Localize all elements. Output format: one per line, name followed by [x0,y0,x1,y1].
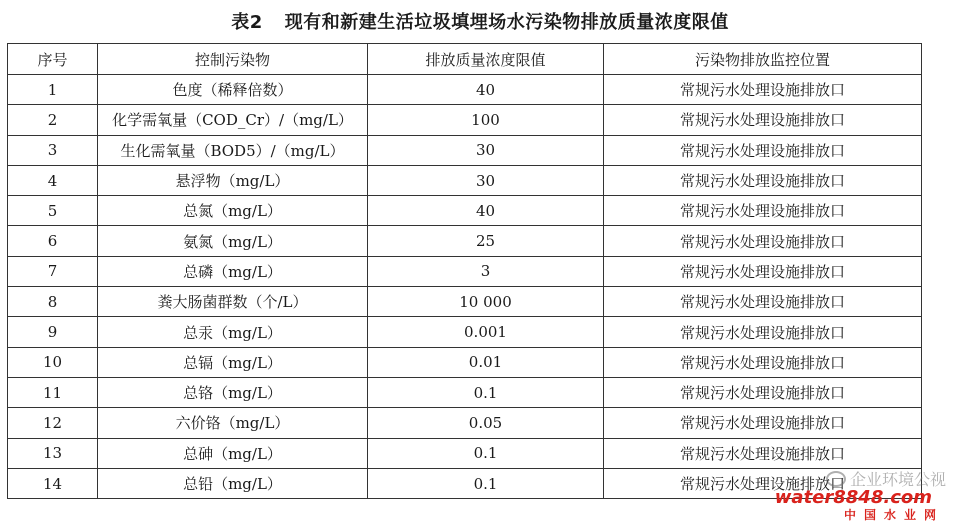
cell-serial: 10 [8,347,98,377]
table-row [8,165,922,195]
table-row [8,438,922,468]
cell-pollutant: 氨氮（mg/L） [98,226,368,256]
cell-serial: 8 [8,287,98,317]
cell-limit: 40 [368,75,604,105]
cell-limit: 0.1 [368,377,604,407]
cell-limit: 0.05 [368,408,604,438]
cell-pollutant: 生化需氧量（BOD5）/（mg/L） [98,135,368,165]
cell-limit: 0.01 [368,347,604,377]
cell-limit: 0.1 [368,438,604,468]
cell-location: 常规污水处理设施排放口 [604,468,922,498]
cell-serial: 11 [8,377,98,407]
cell-serial: 2 [8,105,98,135]
cell-pollutant: 粪大肠菌群数（个/L） [98,287,368,317]
cell-serial: 1 [8,75,98,105]
table-title [0,6,960,36]
wechat-icon [826,471,846,487]
data-table [7,43,922,499]
cell-serial: 6 [8,226,98,256]
cell-pollutant: 总铅（mg/L） [98,468,368,498]
table-row [8,287,922,317]
cell-location: 常规污水处理设施排放口 [604,75,922,105]
table-row [8,377,922,407]
header-monitor-location: 污染物排放监控位置 [604,44,922,75]
cell-location: 常规污水处理设施排放口 [604,287,922,317]
cell-location: 常规污水处理设施排放口 [604,135,922,165]
cell-serial: 9 [8,317,98,347]
cell-pollutant: 色度（稀释倍数） [98,75,368,105]
cell-location: 常规污水处理设施排放口 [604,438,922,468]
cell-pollutant: 六价铬（mg/L） [98,408,368,438]
cell-serial: 3 [8,135,98,165]
table-title-text: 现有和新建生活垃圾填埋场水污染物排放质量浓度限值 [284,12,729,33]
cell-location: 常规污水处理设施排放口 [604,165,922,195]
cell-limit: 0.001 [368,317,604,347]
watermark-account-text: 企业环境公视 [849,470,946,489]
table-row [8,105,922,135]
table-header-row [8,44,922,75]
cell-serial: 4 [8,165,98,195]
cell-location: 常规污水处理设施排放口 [604,377,922,407]
header-limit: 排放质量浓度限值 [368,44,604,75]
cell-serial: 13 [8,438,98,468]
cell-limit: 25 [368,226,604,256]
cell-limit: 100 [368,105,604,135]
cell-limit: 0.1 [368,468,604,498]
cell-pollutant: 总汞（mg/L） [98,317,368,347]
watermark-brand: water8848.com [774,487,932,508]
cell-serial: 7 [8,256,98,286]
cell-pollutant: 总镉（mg/L） [98,347,368,377]
table-row [8,196,922,226]
cell-pollutant: 总砷（mg/L） [98,438,368,468]
cell-pollutant: 总氮（mg/L） [98,196,368,226]
table-row [8,317,922,347]
cell-location: 常规污水处理设施排放口 [604,408,922,438]
table-row [8,256,922,286]
cell-pollutant: 总铬（mg/L） [98,377,368,407]
cell-serial: 14 [8,468,98,498]
table-number: 表2 [231,12,263,33]
header-serial: 序号 [8,44,98,75]
table-row [8,135,922,165]
cell-location: 常规污水处理设施排放口 [604,196,922,226]
cell-location: 常规污水处理设施排放口 [604,226,922,256]
cell-limit: 3 [368,256,604,286]
table-row [8,408,922,438]
cell-limit: 30 [368,165,604,195]
cell-location: 常规污水处理设施排放口 [604,105,922,135]
cell-limit: 40 [368,196,604,226]
cell-limit: 30 [368,135,604,165]
cell-pollutant: 总磷（mg/L） [98,256,368,286]
table-row [8,75,922,105]
cell-location: 常规污水处理设施排放口 [604,256,922,286]
cell-pollutant: 化学需氧量（COD_Cr）/（mg/L） [98,105,368,135]
cell-location: 常规污水处理设施排放口 [604,317,922,347]
cell-location: 常规污水处理设施排放口 [604,347,922,377]
cell-serial: 5 [8,196,98,226]
cell-pollutant: 悬浮物（mg/L） [98,165,368,195]
table-row [8,226,922,256]
table-row [8,347,922,377]
cell-limit: 10 000 [368,287,604,317]
watermark-site-name: 中国水业网 [843,508,944,522]
header-pollutant: 控制污染物 [98,44,368,75]
cell-serial: 12 [8,408,98,438]
watermark [730,467,950,523]
